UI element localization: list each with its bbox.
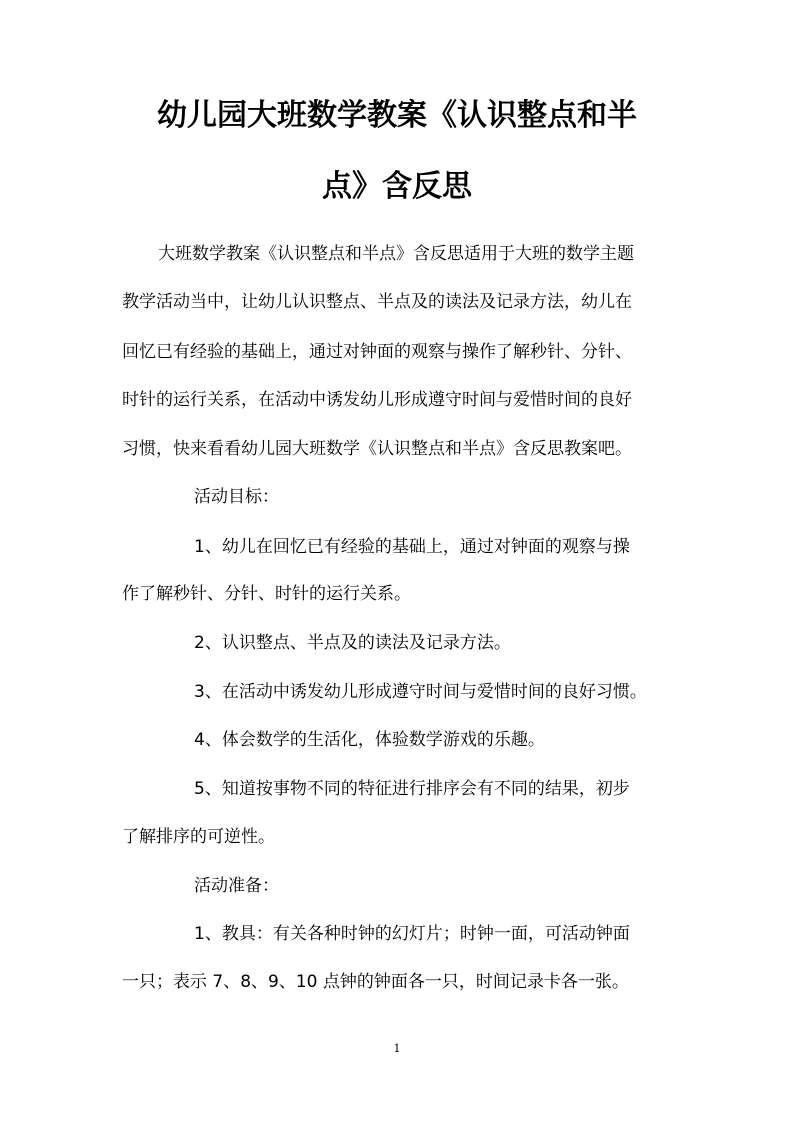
intro-line-3: 回忆已有经验的基础上，通过对钟面的观察与操作了解秒针、分针、	[122, 342, 632, 362]
preparation-item-1-line-2: 一只；表示 7、8、9、10 点钟的钟面各一只，时间记录卡各一张。	[122, 972, 629, 992]
goal-item-3: 3、在活动中诱发幼儿形成遵守时间与爱惜时间的良好习惯。	[194, 682, 647, 702]
goal-item-1-line-2: 作了解秒针、分针、时针的运行关系。	[122, 584, 411, 604]
document-title-line-2: 点》含反思	[322, 169, 472, 204]
intro-line-1: 大班数学教案《认识整点和半点》含反思适用于大班的数学主题	[158, 244, 634, 264]
goal-item-4: 4、体会数学的生活化，体验数学游戏的乐趣。	[194, 730, 545, 750]
page-number: 1	[393, 1042, 401, 1055]
goal-item-5-line-2: 了解排序的可逆性。	[122, 827, 275, 847]
goals-heading: 活动目标：	[194, 487, 279, 507]
goal-item-1-line-1: 1、幼儿在回忆已有经验的基础上，通过对钟面的观察与操	[194, 537, 630, 557]
goal-item-2: 2、认识整点、半点及的读法及记录方法。	[194, 633, 511, 653]
intro-line-2: 教学活动当中，让幼儿认识整点、半点及的读法及记录方法，幼儿在	[122, 292, 632, 312]
intro-line-4: 时针的运行关系，在活动中诱发幼儿形成遵守时间与爱惜时间的良好	[122, 390, 632, 410]
preparation-item-1-line-1: 1、教具：有关各种时钟的幻灯片；时钟一面，可活动钟面	[194, 924, 630, 944]
preparation-heading: 活动准备：	[194, 876, 279, 896]
goal-item-5-line-1: 5、知道按事物不同的特征进行排序会有不同的结果，初步	[194, 779, 630, 799]
document-title-line-1: 幼儿园大班数学教案《认识整点和半	[157, 98, 637, 133]
intro-line-5: 习惯，快来看看幼儿园大班数学《认识整点和半点》含反思教案吧。	[122, 439, 632, 459]
